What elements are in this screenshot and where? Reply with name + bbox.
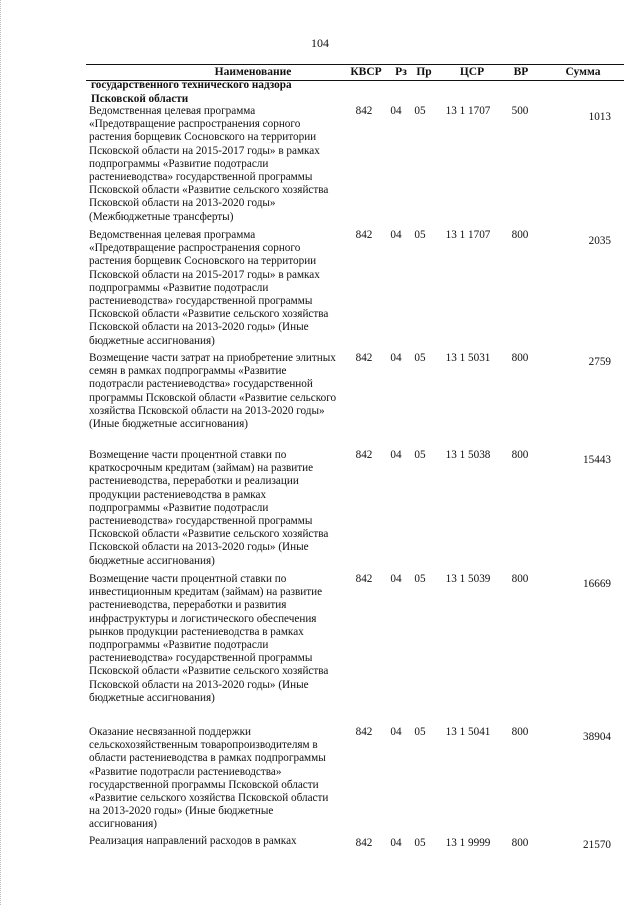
row-pr: 05 xyxy=(414,229,426,241)
row-kvsr: 842 xyxy=(355,726,373,738)
row-vr: 800 xyxy=(511,573,529,585)
header-rz: Рз xyxy=(395,66,407,78)
row-kvsr: 842 xyxy=(355,105,373,117)
row-pr: 05 xyxy=(414,726,426,738)
row-sum: 38904 xyxy=(583,731,611,743)
row-kvsr: 842 xyxy=(355,573,373,585)
row-rz: 04 xyxy=(390,573,402,585)
row-name: Оказание несвязанной поддержки сельскохозяйственным товаропроизводителям в области растениеводства в рамках подпрограммы «Развитие подотрасли растениеводства» государственной программы Псковской области «Развитие сельского хозяйства Псковской области на 2013-2020 годы» (Иные бюджетные ассигнования) xyxy=(89,726,329,831)
row-sum: 2035 xyxy=(588,235,611,247)
row-csr: 13 1 5031 xyxy=(445,352,491,364)
header-csr: ЦСР xyxy=(459,66,485,78)
row-sum: 21570 xyxy=(583,839,611,851)
row-pr: 05 xyxy=(414,837,426,849)
row-pr: 05 xyxy=(414,352,426,364)
row-rz: 04 xyxy=(390,229,402,241)
row-vr: 800 xyxy=(511,726,529,738)
row-kvsr: 842 xyxy=(355,449,373,461)
row-name: Ведомственная целевая программа «Предотвращение распространения сорного растения борщевик Сосновского на территории Псковской области на 2015-2017 годы» в рамках подпрограммы «Развитие подотрасли растениеводства» государственной программы Псковской области «Развитие сельского хозяйства Псковской области на 2013-2020 годы» (Межбюджетные трансферты) xyxy=(89,105,329,223)
scan-edge xyxy=(0,0,3,905)
row-sum: 16669 xyxy=(583,578,611,590)
row-pr: 05 xyxy=(414,449,426,461)
row-sum: 15443 xyxy=(583,454,611,466)
row-pr: 05 xyxy=(414,105,426,117)
header-sum: Сумма xyxy=(565,66,601,78)
row-name: Реализация направлений расходов в рамках xyxy=(89,835,297,847)
row-sum: 1013 xyxy=(588,111,611,123)
row-name: Возмещение части затрат на приобретение элитных семян в рамках подпрограммы «Развитие подотрасли растениеводства» государственной программы Псковской области «Развитие сельского хозяйства Псковской области на 2013-2020 годы» (Иные бюджетные ассигнования) xyxy=(89,352,337,431)
row-rz: 04 xyxy=(390,449,402,461)
row-sum: 2759 xyxy=(588,356,611,368)
row-vr: 800 xyxy=(511,229,529,241)
row-rz: 04 xyxy=(390,105,402,117)
page-number: 104 xyxy=(311,36,329,50)
row-vr: 800 xyxy=(511,837,529,849)
row-rz: 04 xyxy=(390,352,402,364)
row-rz: 04 xyxy=(390,726,402,738)
row-name: Ведомственная целевая программа «Предотвращение распространения сорного растения борщевик Сосновского на территории Псковской области на 2015-2017 годы» в рамках подпрограммы «Развитие подотрасли растениеводства» государственной программы Псковской области «Развитие сельского хозяйства Псковской области на 2013-2020 годы» (Иные бюджетные ассигнования) xyxy=(89,229,329,347)
row-name: Возмещение части процентной ставки по инвестиционным кредитам (займам) на развитие растениеводства, переработки и развития инфраструктуры и логистического обеспечения рынков продукции растениеводства в рамках подпрограммы «Развитие подотрасли растениеводства» государственной программы Псковской области «Развитие сельского хозяйства Псковской области на 2013-2020 годы» (Иные бюджетные ассигнования) xyxy=(89,573,329,704)
row-name: Возмещение части процентной ставки по краткосрочным кредитам (займам) на развитие растениеводства, переработки и реализации продукции растениеводства в рамках подпрограммы «Развитие подотрасли растениеводства» государственной программы Псковской области «Развитие сельского хозяйства Псковской области на 2013-2020 годы» (Иные бюджетные ассигнования) xyxy=(89,449,329,567)
row-vr: 800 xyxy=(511,352,529,364)
row-vr: 800 xyxy=(511,449,529,461)
row-csr: 13 1 5041 xyxy=(445,726,491,738)
row-kvsr: 842 xyxy=(355,837,373,849)
row-vr: 500 xyxy=(511,105,529,117)
header-kvsr: КВСР xyxy=(350,66,382,78)
header-vr: ВР xyxy=(513,66,529,78)
row-csr: 13 1 1707 xyxy=(445,105,491,117)
continuation-heading: государственного технического надзора Псковской области xyxy=(91,79,292,105)
row-rz: 04 xyxy=(390,837,402,849)
row-csr: 13 1 5039 xyxy=(445,573,491,585)
row-pr: 05 xyxy=(414,573,426,585)
row-csr: 13 1 1707 xyxy=(445,229,491,241)
row-csr: 13 1 5038 xyxy=(445,449,491,461)
header-pr: Пр xyxy=(416,66,432,78)
row-kvsr: 842 xyxy=(355,229,373,241)
header-name: Наименование xyxy=(214,66,292,78)
row-csr: 13 1 9999 xyxy=(445,837,491,849)
row-kvsr: 842 xyxy=(355,352,373,364)
